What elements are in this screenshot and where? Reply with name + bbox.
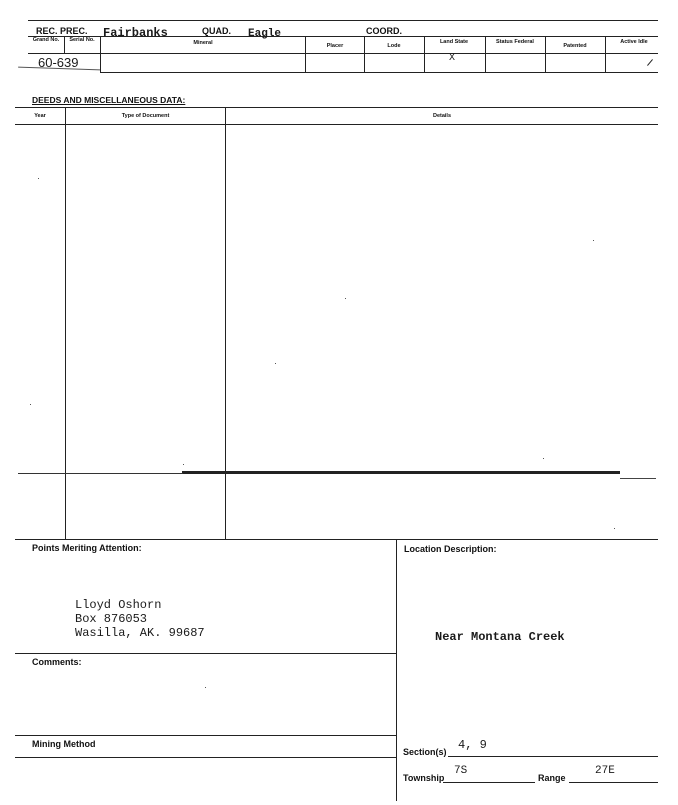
speck [345, 298, 346, 299]
col-details: Details [432, 113, 452, 119]
range-underline [569, 782, 658, 783]
bottom-center-divider [396, 539, 397, 801]
deeds-divider-type [225, 107, 226, 539]
col-divider-placer [305, 36, 306, 72]
speck [38, 178, 39, 179]
deeds-title: DEEDS AND MISCELLANEOUS DATA: [32, 95, 186, 105]
section-value: 4, 9 [458, 738, 487, 752]
scan-line-left [18, 473, 183, 474]
speck [614, 528, 615, 529]
points-label: Points Meriting Attention: [32, 543, 142, 553]
deeds-header-rule [15, 124, 658, 125]
mining-bottom-rule [15, 757, 396, 758]
range-value: 27E [595, 765, 615, 777]
col-patented: Patented [563, 43, 587, 49]
deeds-top-rule [15, 107, 658, 108]
col-divider-patented [545, 36, 546, 72]
header-base-rule [100, 72, 658, 73]
col-year: Year [34, 113, 46, 119]
col-divider-serial [64, 36, 65, 53]
points-line-1: Lloyd Oshorn [75, 598, 162, 612]
location-label: Location Description: [404, 544, 497, 554]
speck [593, 240, 594, 241]
deeds-divider-year [65, 107, 66, 539]
quad-label: QUAD. [202, 26, 231, 36]
col-placer: Placer [326, 43, 344, 49]
township-label: Township [403, 773, 445, 783]
mining-method-label: Mining Method [32, 739, 96, 749]
col-divider-mineral [100, 36, 101, 72]
col-serial-no: Serial No. [69, 37, 95, 43]
quad-value: Eagle [248, 28, 282, 40]
comments-label: Comments: [32, 657, 82, 667]
col-type-of-document: Type of Document [121, 113, 170, 119]
mining-top-rule [15, 735, 396, 736]
section-label: Section(s) [403, 747, 447, 757]
col-grand-no: Grand No. [32, 37, 60, 43]
col-active-idle: Active Idle [620, 39, 648, 45]
points-line-2: Box 876053 [75, 612, 148, 626]
section-underline [448, 756, 658, 757]
header-subrow-rule [28, 53, 658, 54]
speck [205, 687, 206, 688]
active-idle-checkmark [647, 59, 653, 66]
grand-no-value: 60-639 [38, 55, 79, 70]
township-underline [443, 782, 535, 783]
range-label: Range [538, 773, 566, 783]
speck [275, 363, 276, 364]
speck [30, 404, 31, 405]
location-value: Near Montana Creek [435, 630, 565, 644]
col-divider-lode [364, 36, 365, 72]
coord-label: COORD. [366, 26, 402, 36]
district-value: Fairbanks [103, 26, 168, 40]
land-state-mark: X [449, 53, 456, 64]
col-land-state: Land State [439, 39, 469, 45]
speck [183, 464, 184, 465]
points-line-3: Wasilla, AK. 99687 [75, 626, 205, 640]
scan-heavy-line [182, 471, 620, 474]
speck [543, 458, 544, 459]
comments-top-rule [15, 653, 396, 654]
col-mineral: Mineral [193, 40, 213, 46]
bottom-top-rule [15, 539, 658, 540]
scan-line-right [620, 478, 656, 479]
col-lode: Lode [387, 43, 401, 49]
col-divider-status [485, 36, 486, 72]
col-divider-landstate [424, 36, 425, 72]
rec-prec-label: REC. PREC. [36, 26, 88, 36]
col-divider-active [605, 36, 606, 72]
header-top-rule [28, 20, 658, 21]
col-status-federal: Status Federal [496, 39, 534, 45]
township-value: 7S [454, 765, 468, 777]
